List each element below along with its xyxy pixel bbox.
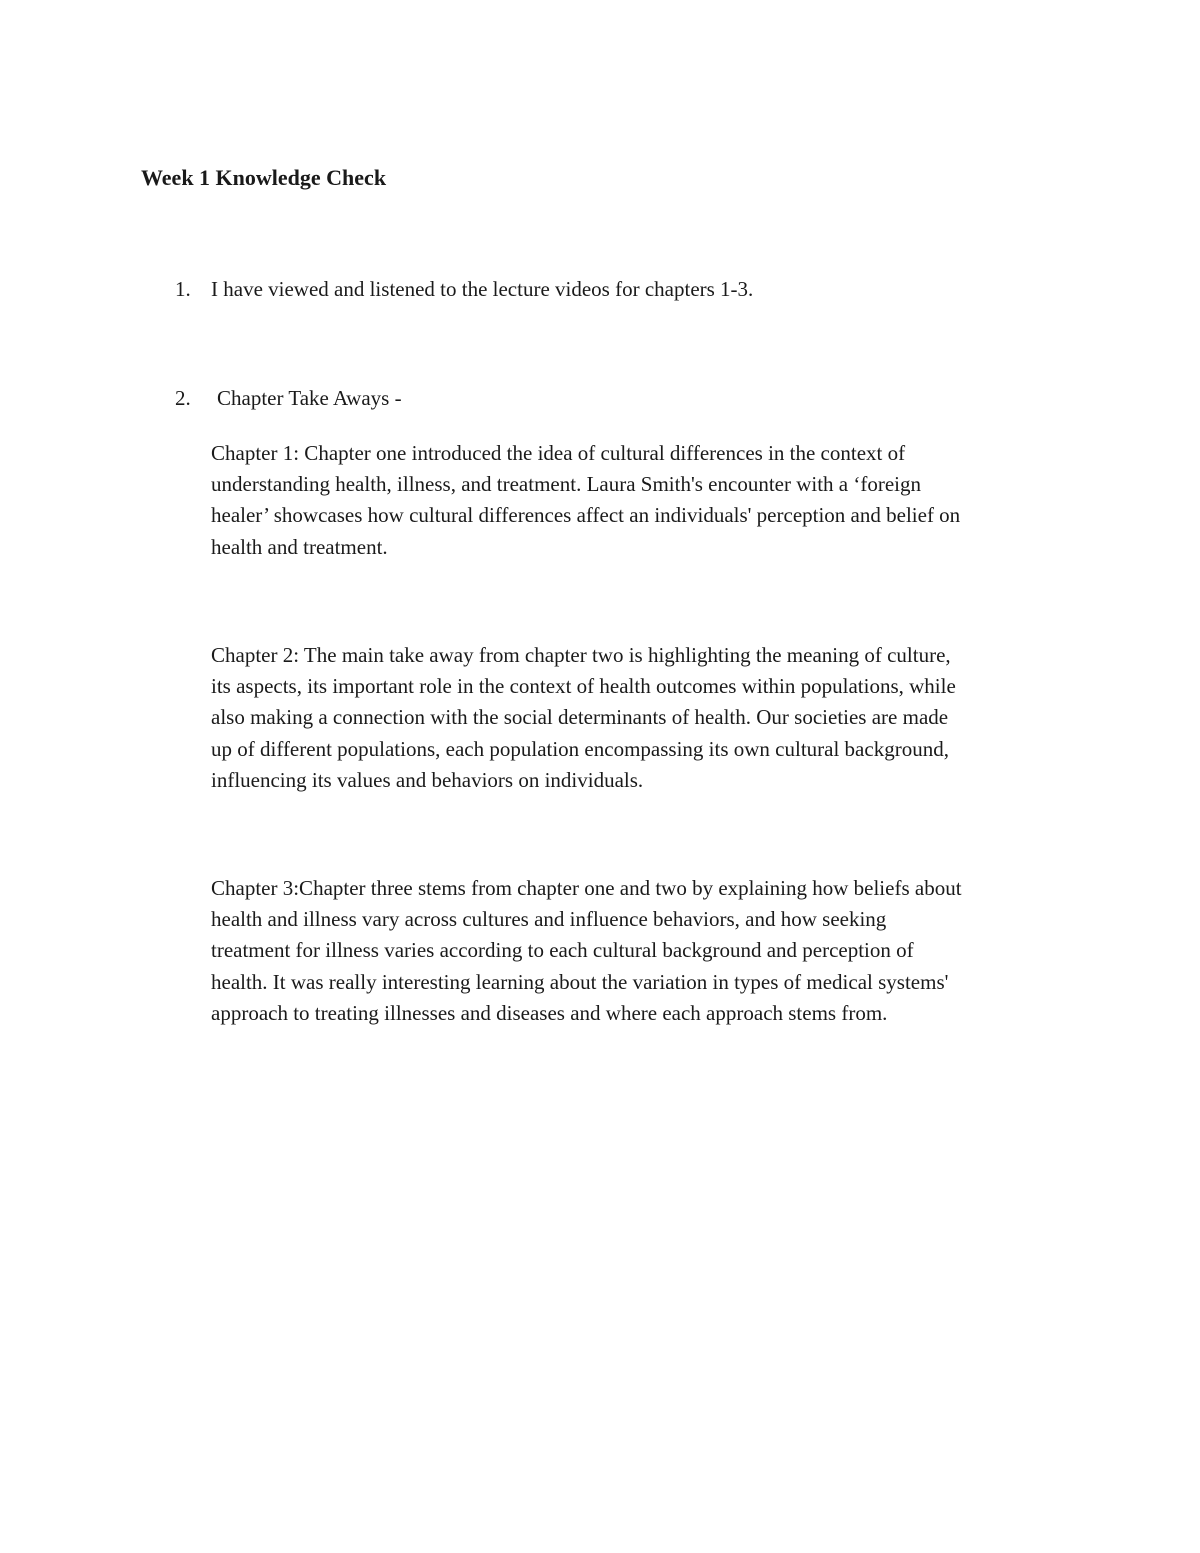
paragraph-line: health and treatment. (211, 534, 388, 559)
paragraph-line: Chapter 2: The main take away from chapter two is highlighting the meaning of culture, (211, 643, 951, 667)
paragraph-line: Chapter 3:Chapter three stems from chapter one and two by explaining how beliefs about (211, 876, 962, 900)
paragraph-line: its aspects, its important role in the context of health outcomes within populations, while (211, 674, 956, 699)
paragraph-line: Chapter 1: Chapter one introduced the idea of cultural differences in the context of (211, 441, 906, 465)
chapter-2-paragraph (211, 640, 1071, 796)
chapter-3-paragraph (211, 873, 1071, 1029)
paragraph-line: influencing its values and behaviors on individuals. (211, 767, 644, 792)
paragraph-line: understanding health, illness, and treatment. Laura Smith's encounter with a ‘foreign (211, 472, 922, 497)
paragraph-line: health. It was really interesting learning about the variation in types of medical systems' (211, 969, 949, 994)
paragraph-line: treatment for illness varies according to each cultural background and perception of (211, 938, 914, 963)
paragraph-line: up of different populations, each population encompassing its own cultural background, (211, 736, 949, 761)
list-number: 1. (175, 277, 191, 301)
list-item-text: Chapter Take Aways - (217, 386, 402, 410)
paragraph-line: healer’ showcases how cultural differences affect an individuals' perception and belief on (211, 503, 961, 528)
page-title: Week 1 Knowledge Check (141, 165, 387, 190)
chapter-1-paragraph (211, 438, 1071, 563)
list-number: 2. (175, 386, 191, 410)
paragraph-line: approach to treating illnesses and diseases and where each approach stems from. (211, 1000, 888, 1025)
paragraph-line: health and illness vary across cultures and influence behaviors, and how seeking (211, 907, 887, 932)
paragraph-line: also making a connection with the social determinants of health. Our societies are made (211, 705, 949, 730)
list-item-text: I have viewed and listened to the lecture videos for chapters 1-3. (211, 277, 754, 301)
